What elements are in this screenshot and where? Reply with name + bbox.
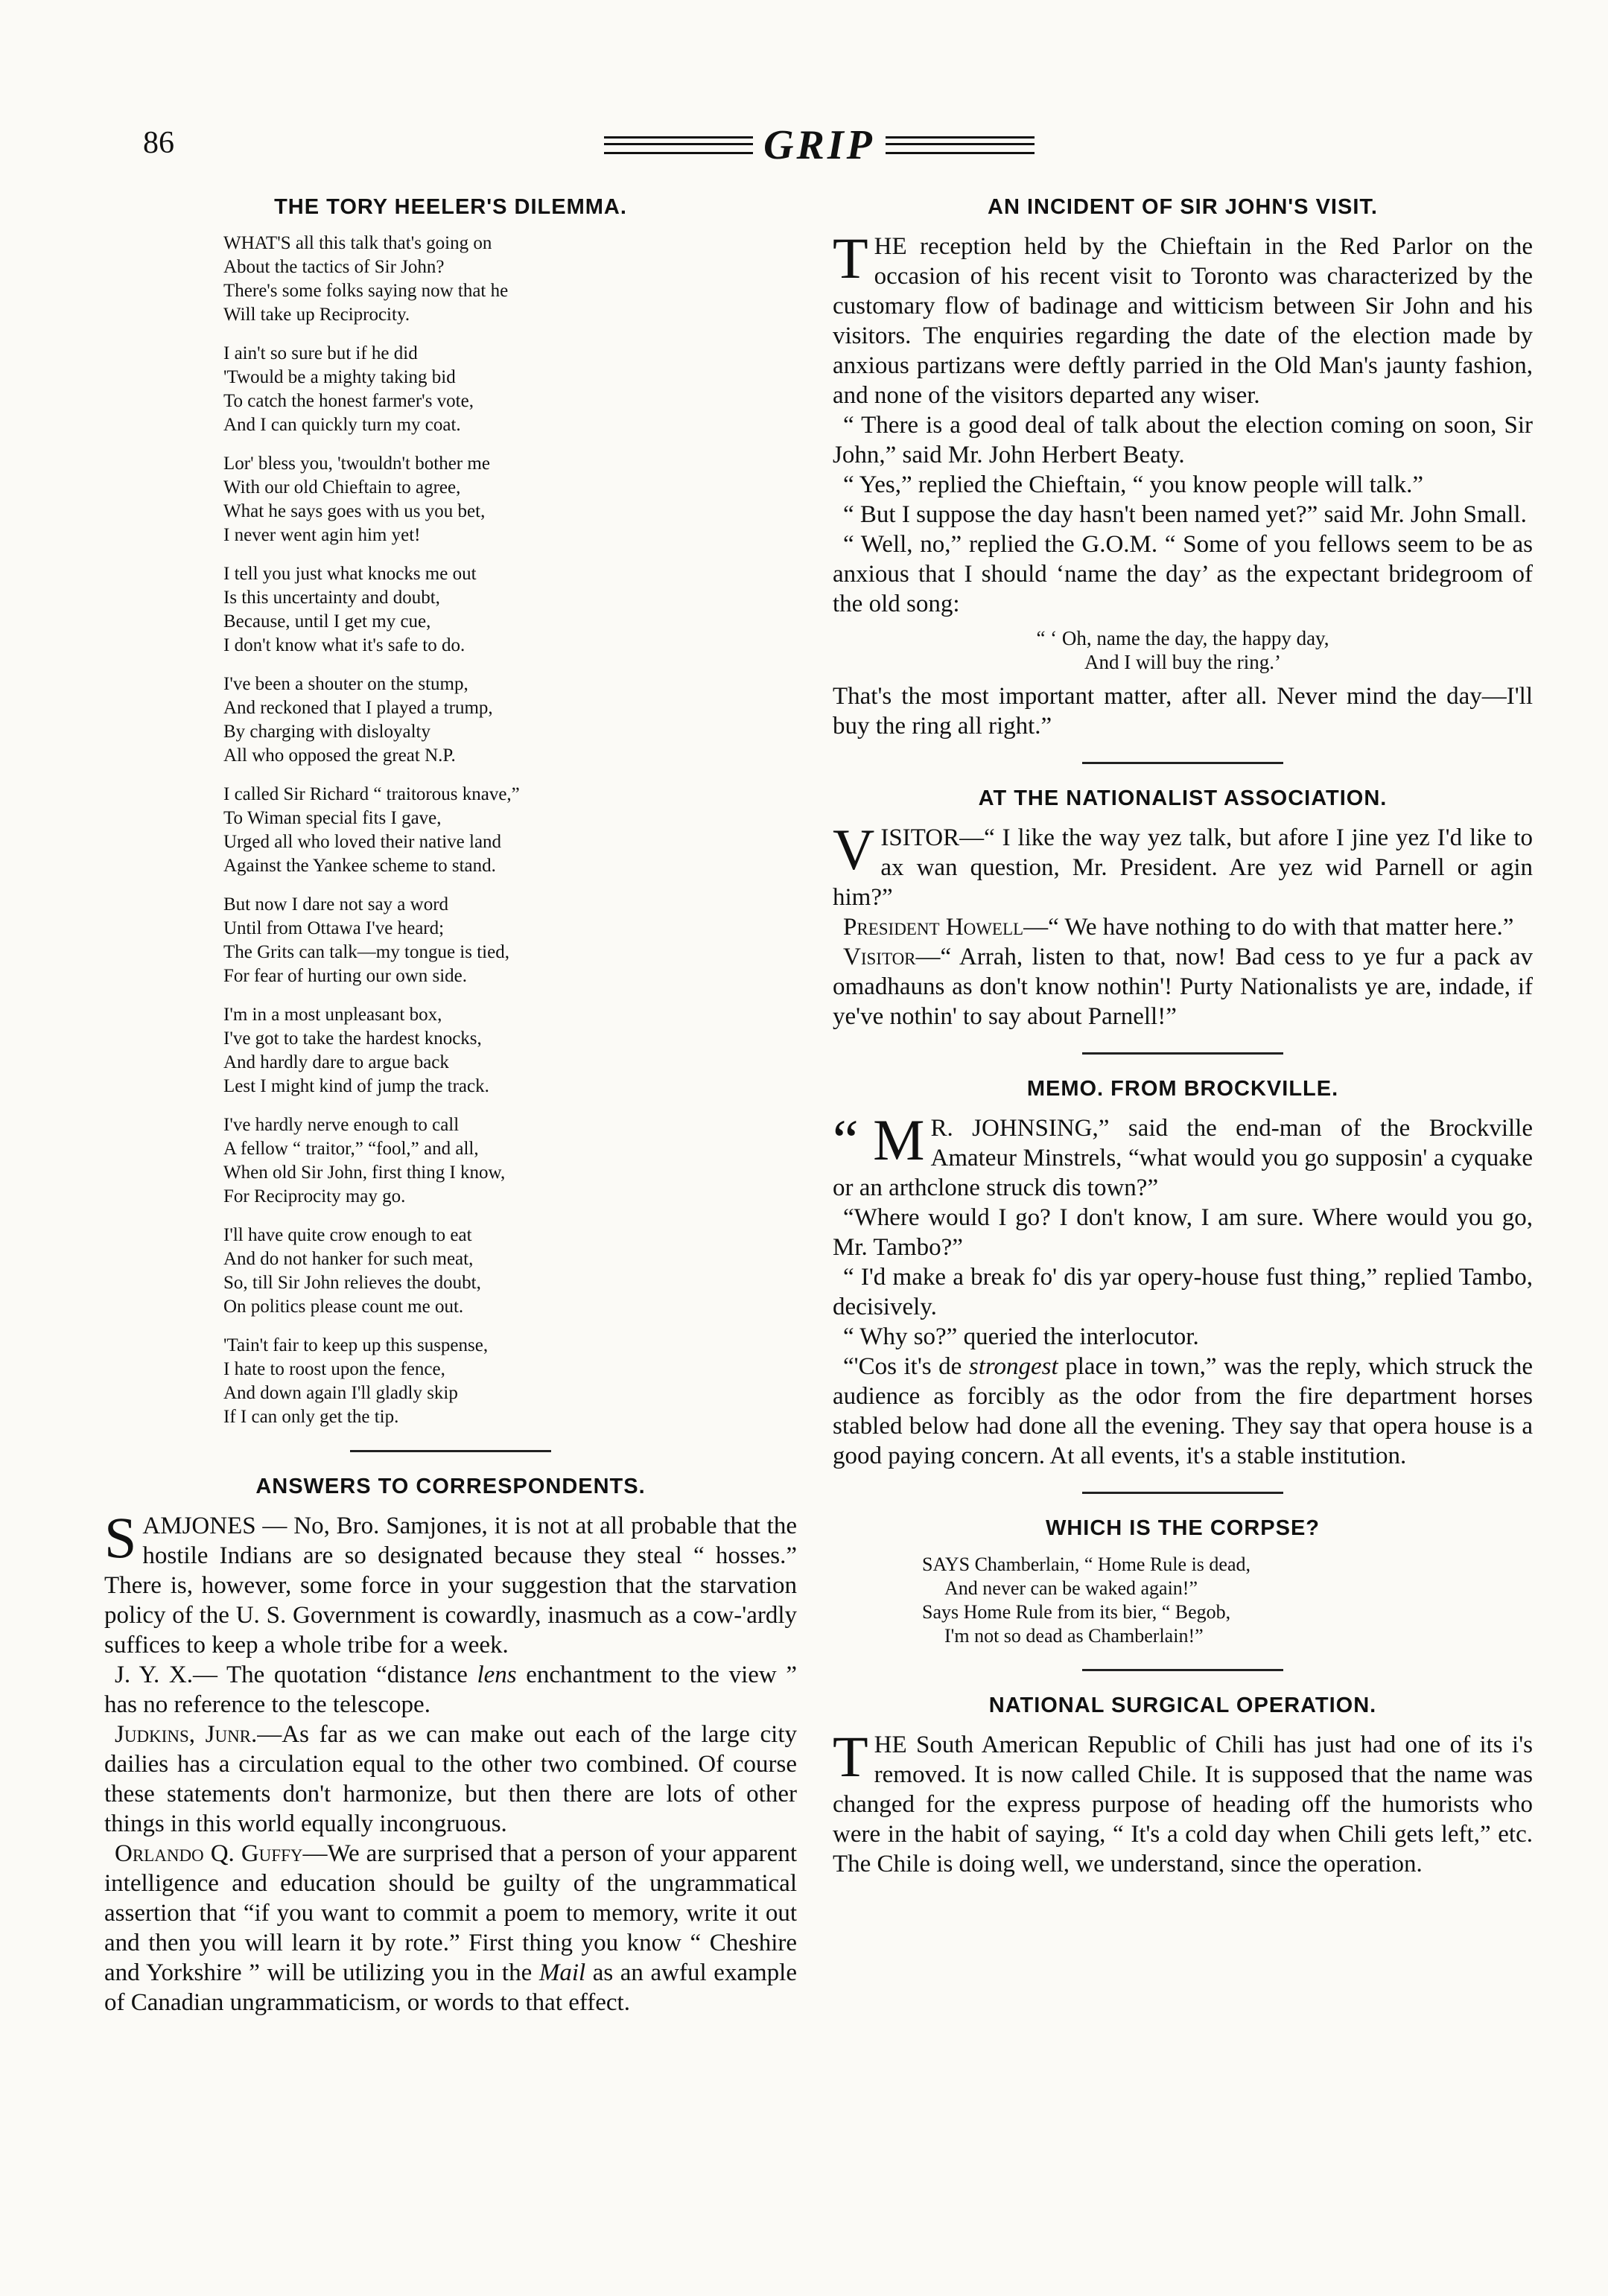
masthead	[573, 119, 1065, 171]
poem-line: With our old Chieftain to agree,	[223, 477, 461, 497]
poem-line: About the tactics of Sir John?	[223, 257, 445, 277]
poem-line: 'Tain't fair to keep up this suspense,	[223, 1335, 489, 1355]
poem-line: Until from Ottawa I've heard;	[223, 918, 445, 938]
poem-stanza	[223, 893, 797, 988]
poem-line: To catch the honest farmer's vote,	[223, 391, 474, 411]
drop-cap: S	[104, 1505, 137, 1570]
poem-stanza	[223, 232, 797, 327]
section-divider	[1082, 1492, 1283, 1494]
poem-line: I'll have quite crow enough to eat	[223, 1225, 472, 1245]
section-divider	[350, 1450, 551, 1452]
poem-line: I hate to roost upon the fence,	[223, 1359, 445, 1379]
poem-line: And hardly dare to argue back	[223, 1052, 449, 1072]
poem-line: I ain't so sure but if he did	[223, 343, 418, 363]
incident-title: AN INCIDENT OF SIR JOHN'S VISIT.	[988, 195, 1378, 219]
poem-stanza	[223, 1334, 797, 1429]
poem-line: I've got to take the hardest knocks,	[223, 1028, 482, 1049]
poem-stanza	[223, 562, 797, 658]
poem-stanza	[223, 1003, 797, 1098]
poem-line: By charging with disloyalty	[223, 722, 430, 742]
drop-cap: T	[833, 1724, 868, 1789]
poem-line: WHAT'S all this talk that's going on	[223, 233, 492, 253]
corpse-title: WHICH IS THE CORPSE?	[1045, 1516, 1320, 1540]
left-column	[104, 195, 797, 2017]
poem-line: All who opposed the great N.P.	[223, 745, 456, 766]
poem-line: And down again I'll gladly skip	[223, 1383, 458, 1403]
poem-stanza	[223, 452, 797, 547]
incident-body: THE reception held by the Chieftain in the Red Parlor on the occasion of his recent visit to Toronto was characterized by the customary flow of badinage and witticism between Sir John and his visitors. The enquiries regarding the date of the election made by anxious partizans were deftly parried in the Old Man's jaunty fashion, and none of the visitors departed any wiser. “ There is a good deal of talk about the election coming on soon, Sir John,” said Mr. John Herbert Beaty. “ Yes,” replied the Chieftain, “ you know people will talk.” “ But I suppose the day hasn't been named yet?” said Mr. John Small. “ Well, no,” replied the G.O.M. “ Some of you fellows seem to be as anxious that I should ‘name the day’ as the expectant bridegroom of the old song: “ ‘ Oh, name the day, the happy day, And I will buy the ring.’ That's the most important matter, after all. Never mind the day—I'll buy the ring all right.”	[833, 226, 1533, 740]
poem-line: Is this uncertainty and doubt,	[223, 588, 440, 608]
poem-stanza	[223, 783, 797, 878]
poem-line: What he says goes with us you bet,	[223, 501, 486, 521]
answers-title: ANSWERS TO CORRESPONDENTS.	[255, 1475, 646, 1498]
drop-cap: “ M	[833, 1107, 925, 1172]
drop-cap: V	[833, 817, 875, 882]
poem-line: If I can only get the tip.	[223, 1407, 399, 1427]
masthead-title: GRIP	[763, 122, 875, 168]
poem-line: The Grits can talk—my tongue is tied,	[223, 942, 509, 962]
poem-body	[223, 232, 797, 1429]
poem-line: I tell you just what knocks me out	[223, 564, 477, 584]
poem-stanza	[223, 672, 797, 768]
nationalist-title: AT THE NATIONALIST ASSOCIATION.	[978, 786, 1388, 810]
poem-line: So, till Sir John relieves the doubt,	[223, 1273, 481, 1293]
memo-title: MEMO. FROM BROCKVILLE.	[1026, 1077, 1339, 1101]
poem-line: To Wiman special fits I gave,	[223, 808, 442, 828]
poem-line: 'Twould be a mighty taking bid	[223, 367, 456, 387]
poem-stanza	[223, 1224, 797, 1319]
masthead-right-rule	[886, 136, 1035, 154]
poem-stanza	[223, 1113, 797, 1209]
section-divider	[1082, 1052, 1283, 1055]
poem-line: And reckoned that I played a trump,	[223, 698, 493, 718]
surgical-body: THE South American Republic of Chili has just had one of its i's removed. It is now called Chile. It is supposed that the name was changed for the express purpose of heading off the humorists who were in the habit of saying, “ It's a cold day when Chili gets left,” etc. The Chile is doing well, we understand, since the operation.	[833, 1724, 1533, 1877]
poem-line: When old Sir John, first thing I know,	[223, 1163, 506, 1183]
section-divider	[1082, 762, 1283, 764]
surgical-title: NATIONAL SURGICAL OPERATION.	[988, 1694, 1377, 1717]
poem-line: Because, until I get my cue,	[223, 611, 431, 632]
poem-line: I'm in a most unpleasant box,	[223, 1005, 442, 1025]
poem-line: But now I dare not say a word	[223, 894, 449, 915]
poem-line: Urged all who loved their native land	[223, 832, 502, 852]
right-column	[833, 195, 1533, 1879]
poem-line: Lest I might kind of jump the track.	[223, 1076, 489, 1096]
poem-line: On politics please count me out.	[223, 1297, 464, 1317]
poem-line: Against the Yankee scheme to stand.	[223, 856, 496, 876]
poem-line: For fear of hurting our own side.	[223, 966, 468, 986]
poem-line: I don't know what it's safe to do.	[223, 635, 465, 655]
answer-jyx: J. Y. X.— The quotation “distance lens enchantment to the view ” has no reference to the telescope.	[104, 1661, 797, 1718]
section-divider	[1082, 1669, 1283, 1671]
poem-line: Will take up Reciprocity.	[223, 305, 410, 325]
poem-line: For Reciprocity may go.	[223, 1186, 406, 1206]
song-quote: “ ‘ Oh, name the day, the happy day, And I will buy the ring.’	[1036, 627, 1329, 673]
corpse-verse: SAYS Chamberlain, “ Home Rule is dead, And never can be waked again!” Says Home Rule from its bier, “ Begob, I'm not so dead as Chamberlain!”	[922, 1554, 1251, 1647]
poem-line: I've hardly nerve enough to call	[223, 1115, 460, 1135]
poem-title: THE TORY HEELER'S DILEMMA.	[274, 195, 627, 219]
answer-samjones: SAMJONES — No, Bro. Samjones, it is not at all probable that the hostile Indians are so designated because they steal “ hosses.” There is, however, some force in your suggestion that the starvation policy of the U. S. Government is cowardly, inasmuch as a cow-'ardly suffices to keep a whole tribe for a week.	[104, 1505, 797, 1659]
masthead-left-rule	[604, 136, 753, 154]
answers-body	[104, 1505, 798, 2017]
poem-line: And I can quickly turn my coat.	[223, 415, 461, 435]
poem-line: I called Sir Richard “ traitorous knave,”	[223, 784, 520, 804]
poem-line: Lor' bless you, 'twouldn't bother me	[223, 454, 490, 474]
drop-cap: T	[833, 226, 868, 290]
poem-line: And do not hanker for such meat,	[223, 1249, 474, 1269]
memo-body: “ M R. JOHNSING,” said the end-man of the Brockville Amateur Minstrels, “what would you go supposin' a cyquake or an arthclone struck dis town?” “Where would I go? I don't know, I am sure. Where would you go, Mr. Tambo?” “ I'd make a break fo' dis yar opery-house fust thing,” replied Tambo, decisively. “ Why so?” queried the interlocutor. “'Cos it's de strongest place in town,” was the reply, which struck the audience as forcibly as the odor from the fire department horses stabled below had done all the evening. They say that opera house is a good paying concern. At all events, it's a stable institution.	[833, 1107, 1533, 1469]
poem-stanza	[223, 342, 797, 437]
poem-line: I never went agin him yet!	[223, 525, 421, 545]
poem-line: A fellow “ traitor,” “fool,” and all,	[223, 1139, 479, 1159]
poem-line: I've been a shouter on the stump,	[223, 674, 468, 694]
answer-guffy: Orlando Q. Guffy—We are surprised that a person of your apparent intelligence and education should be guilty of the ungrammatical assertion that “if you want to commit a poem to memory, write it out and then you will learn it by rote.” First thing you know “ Cheshire and Yorkshire ” will be utilizing you in the Mail as an awful example of Canadian ungrammaticism, or words to that effect.	[104, 1840, 797, 2016]
answer-judkins: Judkins, Junr.—As far as we can make out each of the large city dailies has a circulation equal to the other two combined. Of course these statements don't harmonize, but then there are lots of other things in this world equally incongruous.	[104, 1721, 798, 1837]
poem-line: There's some folks saying now that he	[223, 281, 509, 301]
nationalist-body: VISITOR—“ I like the way yez talk, but afore I jine yez I'd like to ax wan question, Mr. President. Are yez wid Parnell or agin him?” President Howell—“ We have nothing to do with that matter here.” Visitor—“ Arrah, listen to that, now! Bad cess to ye fur a pack av omadhauns as don't know nothin'! Purty Nationalists ye are, indade, if ye've nothin' to say about Parnell!”	[833, 817, 1533, 1030]
page-number: 86	[143, 126, 174, 160]
